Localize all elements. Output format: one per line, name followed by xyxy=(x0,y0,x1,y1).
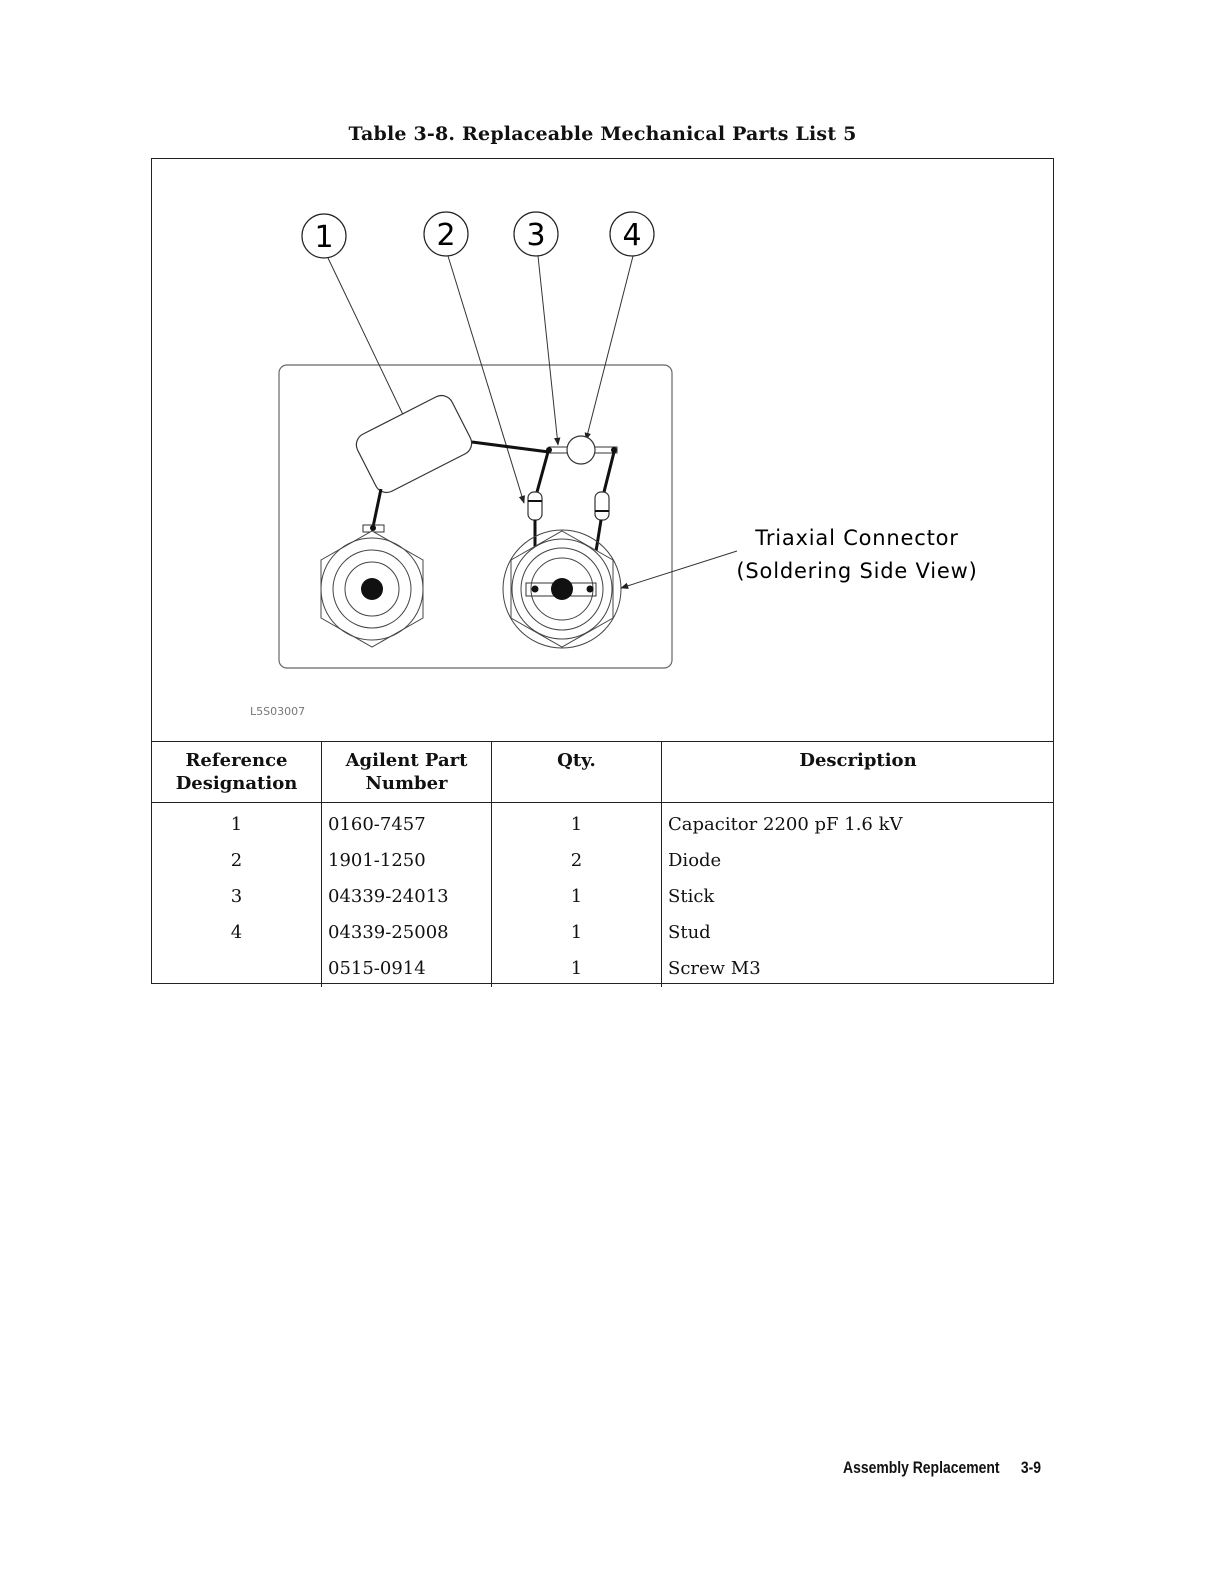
callout-3 xyxy=(514,212,558,256)
callout-1-label: 1 xyxy=(314,220,334,255)
cell-qty: 1 xyxy=(492,951,662,987)
header-qty: Qty. xyxy=(492,742,662,803)
stud-part xyxy=(567,436,595,464)
table-row xyxy=(152,951,1054,987)
page-footer xyxy=(843,1458,1041,1478)
cell-qty: 2 xyxy=(492,843,662,879)
cell-qty: 1 xyxy=(492,879,662,915)
table-row xyxy=(152,803,1054,844)
cell-ref xyxy=(152,951,322,987)
footer-page-number: 3-9 xyxy=(1020,1458,1041,1477)
parts-table xyxy=(152,741,1054,987)
cell-qty: 1 xyxy=(492,803,662,844)
cell-qty: 1 xyxy=(492,915,662,951)
callout-4-label: 4 xyxy=(622,218,642,253)
cell-part-number: 1901-1250 xyxy=(322,843,492,879)
diode-left-lead-top xyxy=(537,452,548,492)
connector-pointer xyxy=(621,551,737,588)
parts-list-frame xyxy=(151,158,1054,984)
diode-right-part xyxy=(595,492,609,520)
callout-1 xyxy=(302,214,346,258)
table-row xyxy=(152,843,1054,879)
table-caption: Table 3-8. Replaceable Mechanical Parts List 5 xyxy=(348,123,857,145)
callout-2-label: 2 xyxy=(436,218,456,253)
diode-left-part xyxy=(528,492,542,520)
callout-2 xyxy=(424,212,468,256)
leader-line-4 xyxy=(586,256,633,440)
assembly-diagram xyxy=(152,159,1055,741)
callout-4 xyxy=(610,212,654,256)
cell-description: Stick xyxy=(668,886,715,907)
cell-description: Diode xyxy=(668,850,722,871)
cell-part-number: 0160-7457 xyxy=(322,803,492,844)
triaxial-connector xyxy=(503,530,621,648)
left-connector xyxy=(321,531,423,647)
table-row xyxy=(152,879,1054,915)
cell-ref: 2 xyxy=(152,843,322,879)
connector-label-line2: (Soldering Side View) xyxy=(736,559,978,583)
footer-section-title: Assembly Replacement xyxy=(843,1458,1000,1477)
cell-part-number: 04339-25008 xyxy=(322,915,492,951)
cell-ref: 1 xyxy=(152,803,322,844)
cell-part-number: 04339-24013 xyxy=(322,879,492,915)
header-description: Description xyxy=(662,742,1055,803)
connector-label-line1: Triaxial Connector xyxy=(755,526,959,550)
capacitor-part xyxy=(352,391,476,496)
capacitor-lead-right xyxy=(472,442,549,452)
leader-line-2 xyxy=(448,256,524,503)
table-row xyxy=(152,915,1054,951)
capacitor-lead-down xyxy=(373,489,381,527)
cell-description: Stud xyxy=(668,922,711,943)
figure-id: L5S03007 xyxy=(250,705,306,718)
table-header-row xyxy=(152,742,1054,803)
cell-ref: 4 xyxy=(152,915,322,951)
cell-part-number: 0515-0914 xyxy=(322,951,492,987)
leader-line-1 xyxy=(328,258,406,421)
cell-description: Capacitor 2200 pF 1.6 kV xyxy=(668,814,903,835)
cell-description: Screw M3 xyxy=(668,958,761,979)
leader-line-3 xyxy=(538,256,558,445)
callout-3-label: 3 xyxy=(526,218,546,253)
cell-ref: 3 xyxy=(152,879,322,915)
assembly-figure xyxy=(152,159,1055,741)
header-part-number: Agilent Part Number xyxy=(322,742,492,803)
header-reference-designation: Reference Designation xyxy=(152,742,322,803)
diode-right-lead-top xyxy=(604,452,614,492)
